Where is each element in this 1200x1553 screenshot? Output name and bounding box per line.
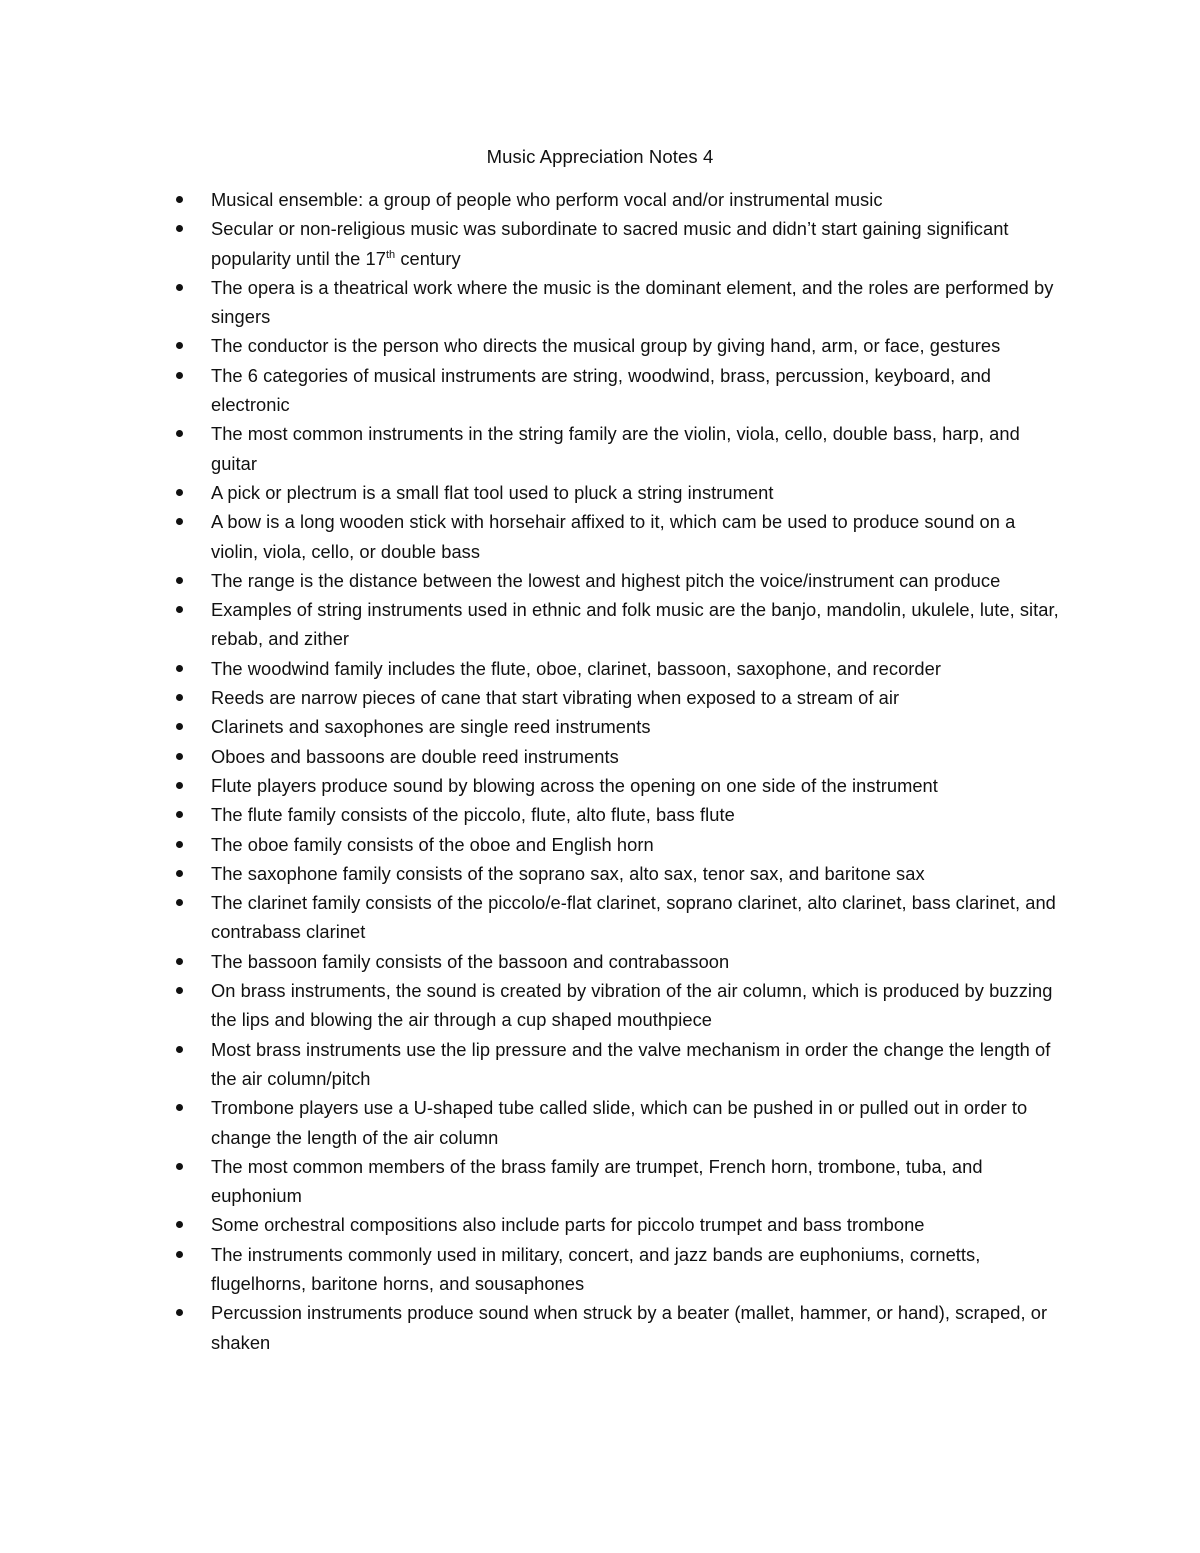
list-item: [176, 771, 1066, 800]
list-item-text: Flute players produce sound by blowing across the opening on one side of the instrument: [211, 774, 938, 796]
list-item: [176, 683, 1066, 712]
list-item: [176, 1240, 1066, 1299]
list-item: [176, 1035, 1066, 1094]
list-item-text: The opera is a theatrical work where the music is the dominant element, and the roles are performed by singers: [211, 276, 1054, 328]
list-item: [176, 712, 1066, 741]
list-item: [176, 273, 1066, 332]
list-item: [176, 419, 1066, 478]
bullet-icon: [176, 430, 183, 437]
list-item-text: The range is the distance between the lowest and highest pitch the voice/instrument can produce: [211, 569, 1001, 591]
list-item-text: Musical ensemble: a group of people who perform vocal and/or instrumental music: [211, 189, 883, 210]
list-item-text: A bow is a long wooden stick with horsehair affixed to it, which cam be used to produce sound on a violin, viola, cello, or double bass: [211, 511, 1016, 562]
bullet-icon: [176, 958, 183, 965]
list-item: [176, 1210, 1066, 1239]
bullet-icon: [176, 342, 183, 349]
list-item: [176, 888, 1066, 947]
list-item-text: The most common instruments in the string family are the violin, viola, cello, double bass, harp, and guitar: [211, 423, 1020, 474]
list-item-text: The most common members of the brass family are trumpet, French horn, trombone, tuba, and euphonium: [211, 1155, 983, 1207]
list-item: [176, 654, 1066, 683]
list-item-text: Oboes and bassoons are double reed instruments: [211, 745, 619, 767]
bullet-icon: [176, 1104, 183, 1111]
list-item-text-continued: century: [395, 247, 461, 269]
bullet-icon: [176, 665, 183, 672]
bullet-icon: [176, 606, 183, 613]
bullet-icon: [176, 1309, 183, 1316]
list-item: [176, 566, 1066, 595]
bullet-icon: [176, 987, 183, 994]
bullet-icon: [176, 489, 183, 496]
list-item: [176, 800, 1066, 829]
bullet-icon: [176, 811, 183, 818]
bullet-icon: [176, 577, 183, 584]
bullet-icon: [176, 1046, 183, 1053]
bullet-icon: [176, 518, 183, 525]
list-item-text: Examples of string instruments used in ethnic and folk music are the banjo, mandolin, ukulele, lute, sitar, rebab, and zither: [211, 599, 1059, 650]
list-item-text: The 6 categories of musical instruments are string, woodwind, brass, percussion, keyboard, and electronic: [211, 364, 992, 416]
list-item: [176, 1093, 1066, 1152]
list-item: [176, 947, 1066, 976]
notes-list: [176, 185, 1066, 1357]
bullet-icon: [176, 196, 183, 203]
bullet-icon: [176, 1163, 183, 1170]
bullet-icon: [176, 870, 183, 877]
list-item: [176, 507, 1066, 566]
list-item: [176, 859, 1066, 888]
bullet-icon: [176, 284, 183, 291]
list-item-text: The flute family consists of the piccolo, flute, alto flute, bass flute: [211, 804, 735, 826]
list-item: [176, 1152, 1066, 1211]
list-item-text: Reeds are narrow pieces of cane that start vibrating when exposed to a stream of air: [211, 687, 900, 709]
list-item-text: The woodwind family includes the flute, oboe, clarinet, bassoon, saxophone, and recorder: [211, 657, 941, 679]
list-item-text: Clarinets and saxophones are single reed instruments: [211, 716, 651, 738]
list-item: [176, 595, 1066, 654]
list-item: [176, 478, 1066, 507]
bullet-icon: [176, 372, 183, 379]
bullet-icon: [176, 723, 183, 730]
list-item-text: Most brass instruments use the lip pressure and the valve mechanism in order the change the length of the air column/pitch: [211, 1038, 1051, 1089]
superscript: th: [385, 248, 396, 261]
bullet-icon: [176, 225, 183, 232]
list-item-text: On brass instruments, the sound is created by vibration of the air column, which is produced by buzzing the lips and blowing the air through a cup shaped mouthpiece: [211, 980, 1053, 1031]
list-item-text: The bassoon family consists of the bassoon and contrabassoon: [211, 950, 730, 972]
list-item-text: Some orchestral compositions also include parts for piccolo trumpet and bass trombone: [211, 1214, 925, 1236]
bullet-icon: [176, 899, 183, 906]
list-item-text: The clarinet family consists of the piccolo/e-flat clarinet, soprano clarinet, alto clarinet, bass clarinet, and contrabass clarinet: [211, 892, 1056, 943]
list-item: [176, 331, 1066, 360]
bullet-icon: [176, 841, 183, 848]
list-item: [176, 830, 1066, 859]
list-item: [176, 361, 1066, 420]
bullet-icon: [176, 1221, 183, 1228]
list-item: [176, 976, 1066, 1035]
list-item-text: The instruments commonly used in military, concert, and jazz bands are euphoniums, cornetts, flugelhorns, baritone horns, and sousaphones: [211, 1243, 981, 1294]
bullet-icon: [176, 782, 183, 789]
list-item: [176, 185, 1066, 214]
list-item-text: Percussion instruments produce sound when struck by a beater (mallet, hammer, or hand), scraped, or shaken: [211, 1302, 1048, 1353]
list-item-text: The conductor is the person who directs the musical group by giving hand, arm, or face, gestures: [211, 335, 1001, 357]
bullet-icon: [176, 1251, 183, 1258]
bullet-icon: [176, 753, 183, 760]
document-title: Music Appreciation Notes 4: [486, 146, 714, 167]
list-item: [176, 214, 1066, 273]
list-item-text: A pick or plectrum is a small flat tool used to pluck a string instrument: [211, 481, 774, 503]
list-item: [176, 1298, 1066, 1357]
list-item-text: The oboe family consists of the oboe and English horn: [211, 833, 654, 855]
bullet-icon: [176, 694, 183, 701]
list-item-text: Secular or non-religious music was subordinate to sacred music and didn’t start gaining significant popularity until the 17: [211, 218, 1009, 269]
list-item: [176, 742, 1066, 771]
list-item-text: Trombone players use a U-shaped tube called slide, which can be pushed in or pulled out in order to change the length of the air column: [211, 1097, 1028, 1148]
list-item-text: The saxophone family consists of the soprano sax, alto sax, tenor sax, and baritone sax: [211, 862, 925, 884]
